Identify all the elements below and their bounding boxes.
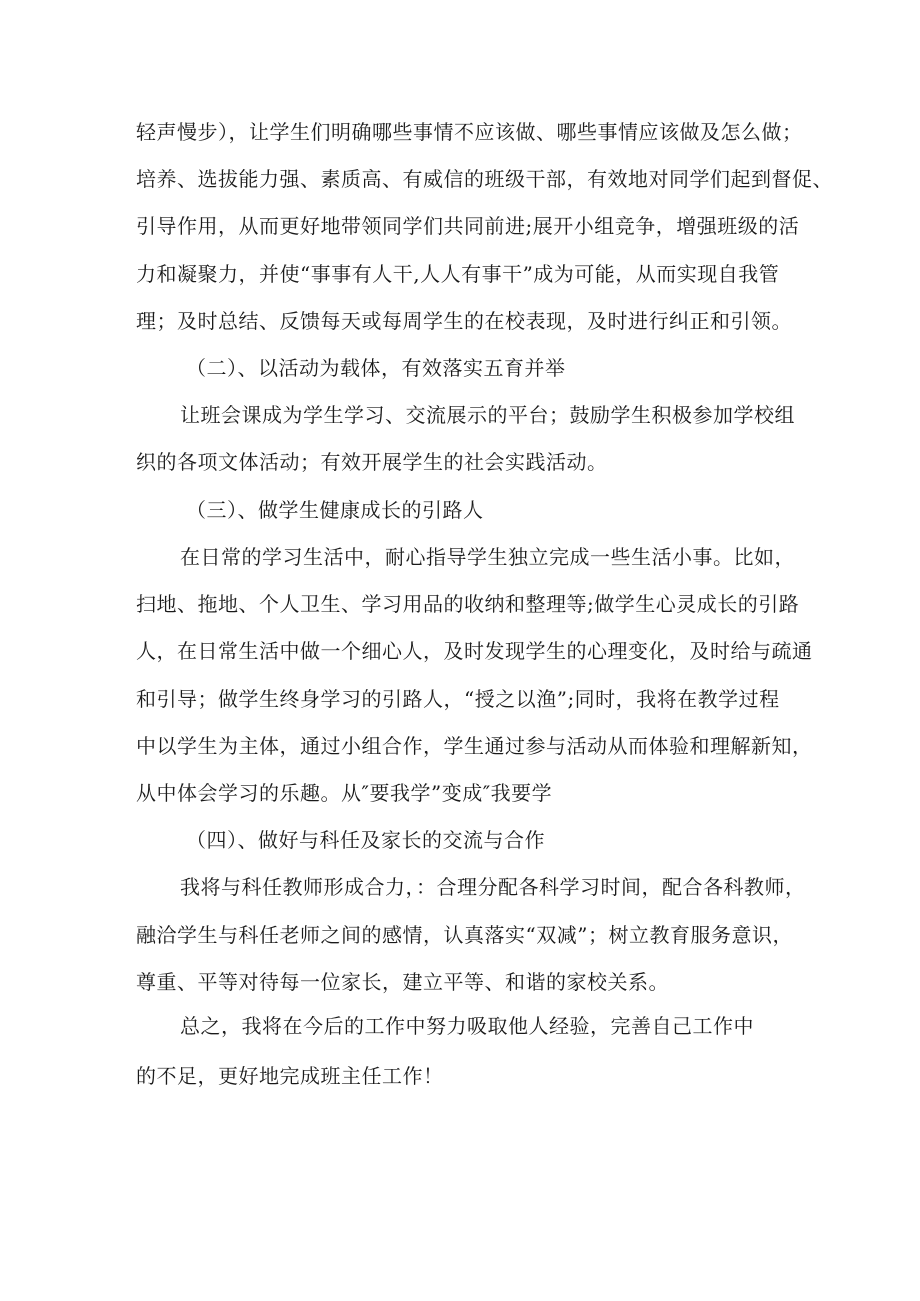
paragraph-line: 轻声慢步），让学生们明确哪些事情不应该做、哪些事情应该做及怎么做；	[136, 120, 803, 144]
conclusion-line: 的不足，更好地完成班主任工作！	[136, 1064, 444, 1088]
paragraph-line: 尊重、平等对待每一位家长，建立平等、和谐的家校关系。	[136, 970, 669, 994]
section-heading-4: （四）、做好与科任及家长的交流与合作	[186, 828, 545, 852]
section-heading-3: （三）、做学生健康成长的引路人	[186, 498, 484, 522]
paragraph-line: 人，在日常生活中做一个细心人，及时发现学生的心理变化，及时给与疏通	[136, 639, 813, 663]
paragraph-line: 理；及时总结、反馈每天或每周学生的在校表现，及时进行纠正和引领。	[136, 309, 792, 333]
paragraph-line: 我将与科任教师形成合力，：合理分配各科学习时间，配合各科教师，	[180, 875, 806, 899]
paragraph-line: 和引导；做学生终身学习的引路人，“授之以渔”;同时，我将在教学过程	[136, 687, 780, 711]
paragraph-line: 从中体会学习的乐趣。从″要我学”变成″我要学	[136, 781, 553, 805]
conclusion-line: 总之，我将在今后的工作中努力吸取他人经验，完善自己工作中	[180, 1014, 754, 1038]
paragraph-line: 在日常的学习生活中，耐心指导学生独立完成一些生活小事。比如，	[180, 545, 795, 569]
paragraph-line: 织的各项文体活动；有效开展学生的社会实践活动。	[136, 450, 608, 474]
paragraph-line: 引导作用，从而更好地带领同学们共同前进;展开小组竞争，增强班级的活	[136, 214, 800, 238]
paragraph-line: 中以学生为主体，通过小组合作，学生通过参与活动从而体验和理解新知，	[136, 734, 813, 758]
paragraph-line: 力和凝聚力，并使“事事有人干,人人有事干”成为可能，从而实现自我管	[136, 262, 780, 286]
paragraph-line: 融洽学生与科任老师之间的感情，认真落实“双减”；树立教育服务意识，	[136, 923, 793, 947]
paragraph-line: 培养、选拔能力强、素质高、有威信的班级干部，有效地对同学们起到督促、	[136, 167, 833, 191]
paragraph-line: 扫地、拖地、个人卫生、学习用品的收纳和整理等;做学生心灵成长的引路	[136, 592, 800, 616]
section-heading-2: （二）、以活动为载体，有效落实五育并举	[186, 356, 566, 380]
paragraph-line: 让班会课成为学生学习、交流展示的平台；鼓励学生积极参加学校组	[180, 403, 795, 427]
